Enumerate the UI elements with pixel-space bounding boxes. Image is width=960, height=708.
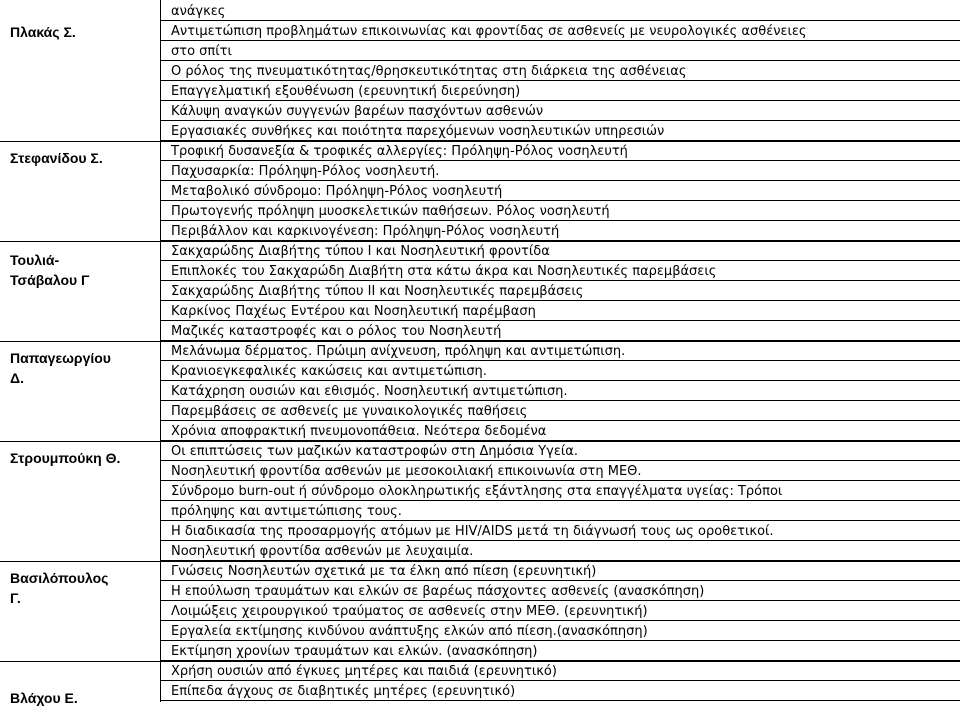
table-row bbox=[161, 282, 960, 301]
topic-text: Αντιμετώπιση προβλημάτων επικοινωνίας και φροντίδας σε ασθενείς με νευρολογικές ασθένειες bbox=[171, 24, 807, 39]
table-row bbox=[161, 82, 960, 101]
table-row bbox=[161, 222, 960, 241]
supervisor-name: Βλάχου Ε. bbox=[10, 690, 78, 706]
group-divider bbox=[0, 341, 960, 342]
topic-text: Πρωτογενής πρόληψη μυοσκελετικών παθήσεων. Ρόλος νοσηλευτή bbox=[171, 204, 610, 219]
table-row bbox=[161, 342, 960, 361]
table-row bbox=[161, 242, 960, 261]
supervisor-name: Τουλιά- Τσάβαλου Γ bbox=[10, 252, 90, 288]
topic-text: Σακχαρώδης Διαβήτης τύπου ΙΙ και Νοσηλευτικές παρεμβάσεις bbox=[171, 284, 584, 299]
table-row bbox=[161, 462, 960, 481]
table-row bbox=[161, 62, 960, 81]
topic-text: ανάγκες bbox=[171, 4, 226, 19]
table-row bbox=[161, 602, 960, 621]
topic-text: Χρόνια αποφρακτική πνευμονοπάθεια. Νεότερα δεδομένα bbox=[171, 424, 547, 439]
supervisor-name: Στεφανίδου Σ. bbox=[10, 150, 103, 166]
topic-text: Παρεμβάσεις σε ασθενείς με γυναικολογικές παθήσεις bbox=[171, 404, 528, 419]
topic-text: Μεταβολικό σύνδρομο: Πρόληψη-Ρόλος νοσηλευτή bbox=[171, 184, 503, 199]
topic-text: Παχυσαρκία: Πρόληψη-Ρόλος νοσηλευτή. bbox=[171, 164, 440, 179]
table-row bbox=[161, 622, 960, 641]
topic-text: Τροφική δυσανεξία & τροφικές αλλεργίες: Πρόληψη-Ρόλος νοσηλευτή bbox=[171, 144, 628, 159]
topic-text: Νοσηλευτική φροντίδα ασθενών με μεσοκοιλιακή επικοινωνία στη ΜΕΘ. bbox=[171, 464, 642, 479]
topic-text: Κρανιοεγκεφαλικές κακώσεις και αντιμετώπιση. bbox=[171, 364, 487, 379]
supervisor-name: Στρουμπούκη Θ. bbox=[10, 450, 121, 466]
topic-text: Σύνδρομο burn-out ή σύνδρομο ολοκληρωτικής εξάντλησης στα επαγγέλματα υγείας: Τρόποι bbox=[171, 484, 783, 499]
table-row bbox=[161, 22, 960, 41]
table-row bbox=[161, 162, 960, 181]
topic-text: Κάλυψη αναγκών συγγενών βαρέων πασχόντων ασθενών bbox=[171, 104, 544, 119]
topic-text: Οι επιπτώσεις των μαζικών καταστροφών στη Δημόσια Υγεία. bbox=[171, 444, 578, 459]
topic-text: στο σπίτι bbox=[171, 44, 232, 59]
topic-text: πρόληψης και αντιμετώπισης τους. bbox=[171, 504, 402, 519]
table-row bbox=[161, 482, 960, 501]
topic-text: Ο ρόλος της πνευματικότητας/θρησκευτικότητας στη διάρκεια της ασθένειας bbox=[171, 64, 687, 79]
table-row bbox=[161, 102, 960, 121]
topic-text: Εργασιακές συνθήκες και ποιότητα παρεχόμενων νοσηλευτικών υπηρεσιών bbox=[171, 124, 665, 139]
topic-text: Εργαλεία εκτίμησης κινδύνου ανάπτυξης ελκών από πίεση.(ανασκόπηση) bbox=[171, 624, 648, 639]
topic-text: Η διαδικασία της προσαρμογής ατόμων με HIV/AIDS μετά τη διάγνωσή τους ως οροθετικοί. bbox=[171, 524, 774, 539]
table-row bbox=[161, 182, 960, 201]
topic-text: Επαγγελματική εξουθένωση (ερευνητική διερεύνηση) bbox=[171, 84, 521, 99]
topic-text: Η επούλωση τραυμάτων και ελκών σε βαρέως πάσχοντες ασθενείς (ανασκόπηση) bbox=[171, 584, 705, 599]
topic-text: Σακχαρώδης Διαβήτης τύπου Ι και Νοσηλευτική φροντίδα bbox=[171, 244, 550, 259]
supervisor-name: Βασιλόπουλος Γ. bbox=[10, 570, 109, 606]
group-divider bbox=[0, 141, 960, 142]
table-row bbox=[161, 42, 960, 61]
table-row bbox=[161, 502, 960, 521]
topic-text: Κατάχρηση ουσιών και εθισμός. Νοσηλευτική αντιμετώπιση. bbox=[171, 384, 568, 399]
group-divider bbox=[0, 661, 960, 662]
topic-text: Επίπεδα άγχους σε διαβητικές μητέρες (ερευνητικό) bbox=[171, 684, 516, 699]
topic-text: Νοσηλευτική φροντίδα ασθενών με λευχαιμία. bbox=[171, 544, 474, 559]
table-row bbox=[161, 582, 960, 601]
table-row bbox=[161, 422, 960, 441]
topic-text: Μαζικές καταστροφές και ο ρόλος του Νοσηλευτή bbox=[171, 324, 502, 339]
table-row bbox=[161, 682, 960, 701]
table-row bbox=[161, 2, 960, 21]
table-row bbox=[161, 142, 960, 161]
topics-column bbox=[161, 0, 960, 702]
table-row bbox=[161, 302, 960, 321]
table-row bbox=[161, 402, 960, 421]
table-row bbox=[161, 262, 960, 281]
table-row bbox=[161, 642, 960, 661]
table-row bbox=[161, 542, 960, 561]
table-row bbox=[161, 562, 960, 581]
table-row bbox=[161, 382, 960, 401]
topic-text: Χρήση ουσιών από έγκυες μητέρες και παιδιά (ερευνητικό) bbox=[171, 664, 557, 679]
topic-text: Εκτίμηση χρονίων τραυμάτων και ελκών. (ανασκόπηση) bbox=[171, 644, 538, 659]
table-row bbox=[161, 662, 960, 681]
table-row bbox=[161, 122, 960, 141]
topic-text: Καρκίνος Παχέως Εντέρου και Νοσηλευτική παρέμβαση bbox=[171, 304, 536, 319]
group-divider bbox=[0, 441, 960, 442]
table-row bbox=[161, 362, 960, 381]
supervisor-name: Παπαγεωργίου Δ. bbox=[10, 350, 111, 386]
group-divider bbox=[0, 241, 960, 242]
table-row bbox=[161, 202, 960, 221]
supervisor-name: Πλακάς Σ. bbox=[10, 24, 76, 40]
table-row bbox=[161, 522, 960, 541]
topic-text: Μελάνωμα δέρματος. Πρώιμη ανίχνευση, πρόληψη και αντιμετώπιση. bbox=[171, 344, 626, 359]
table-row bbox=[161, 322, 960, 341]
group-divider bbox=[0, 561, 960, 562]
table-row bbox=[161, 442, 960, 461]
topic-text: Λοιμώξεις χειρουργικού τραύματος σε ασθενείς στην ΜΕΘ. (ερευνητική) bbox=[171, 604, 648, 619]
topic-text: Γνώσεις Νοσηλευτών σχετικά με τα έλκη από πίεση (ερευνητική) bbox=[171, 564, 597, 579]
supervisor-column bbox=[0, 0, 161, 706]
topic-text: Περιβάλλον και καρκινογένεση: Πρόληψη-Ρόλος νοσηλευτή bbox=[171, 224, 560, 239]
topic-text: Επιπλοκές του Σακχαρώδη Διαβήτη στα κάτω άκρα και Νοσηλευτικές παρεμβάσεις bbox=[171, 264, 717, 279]
